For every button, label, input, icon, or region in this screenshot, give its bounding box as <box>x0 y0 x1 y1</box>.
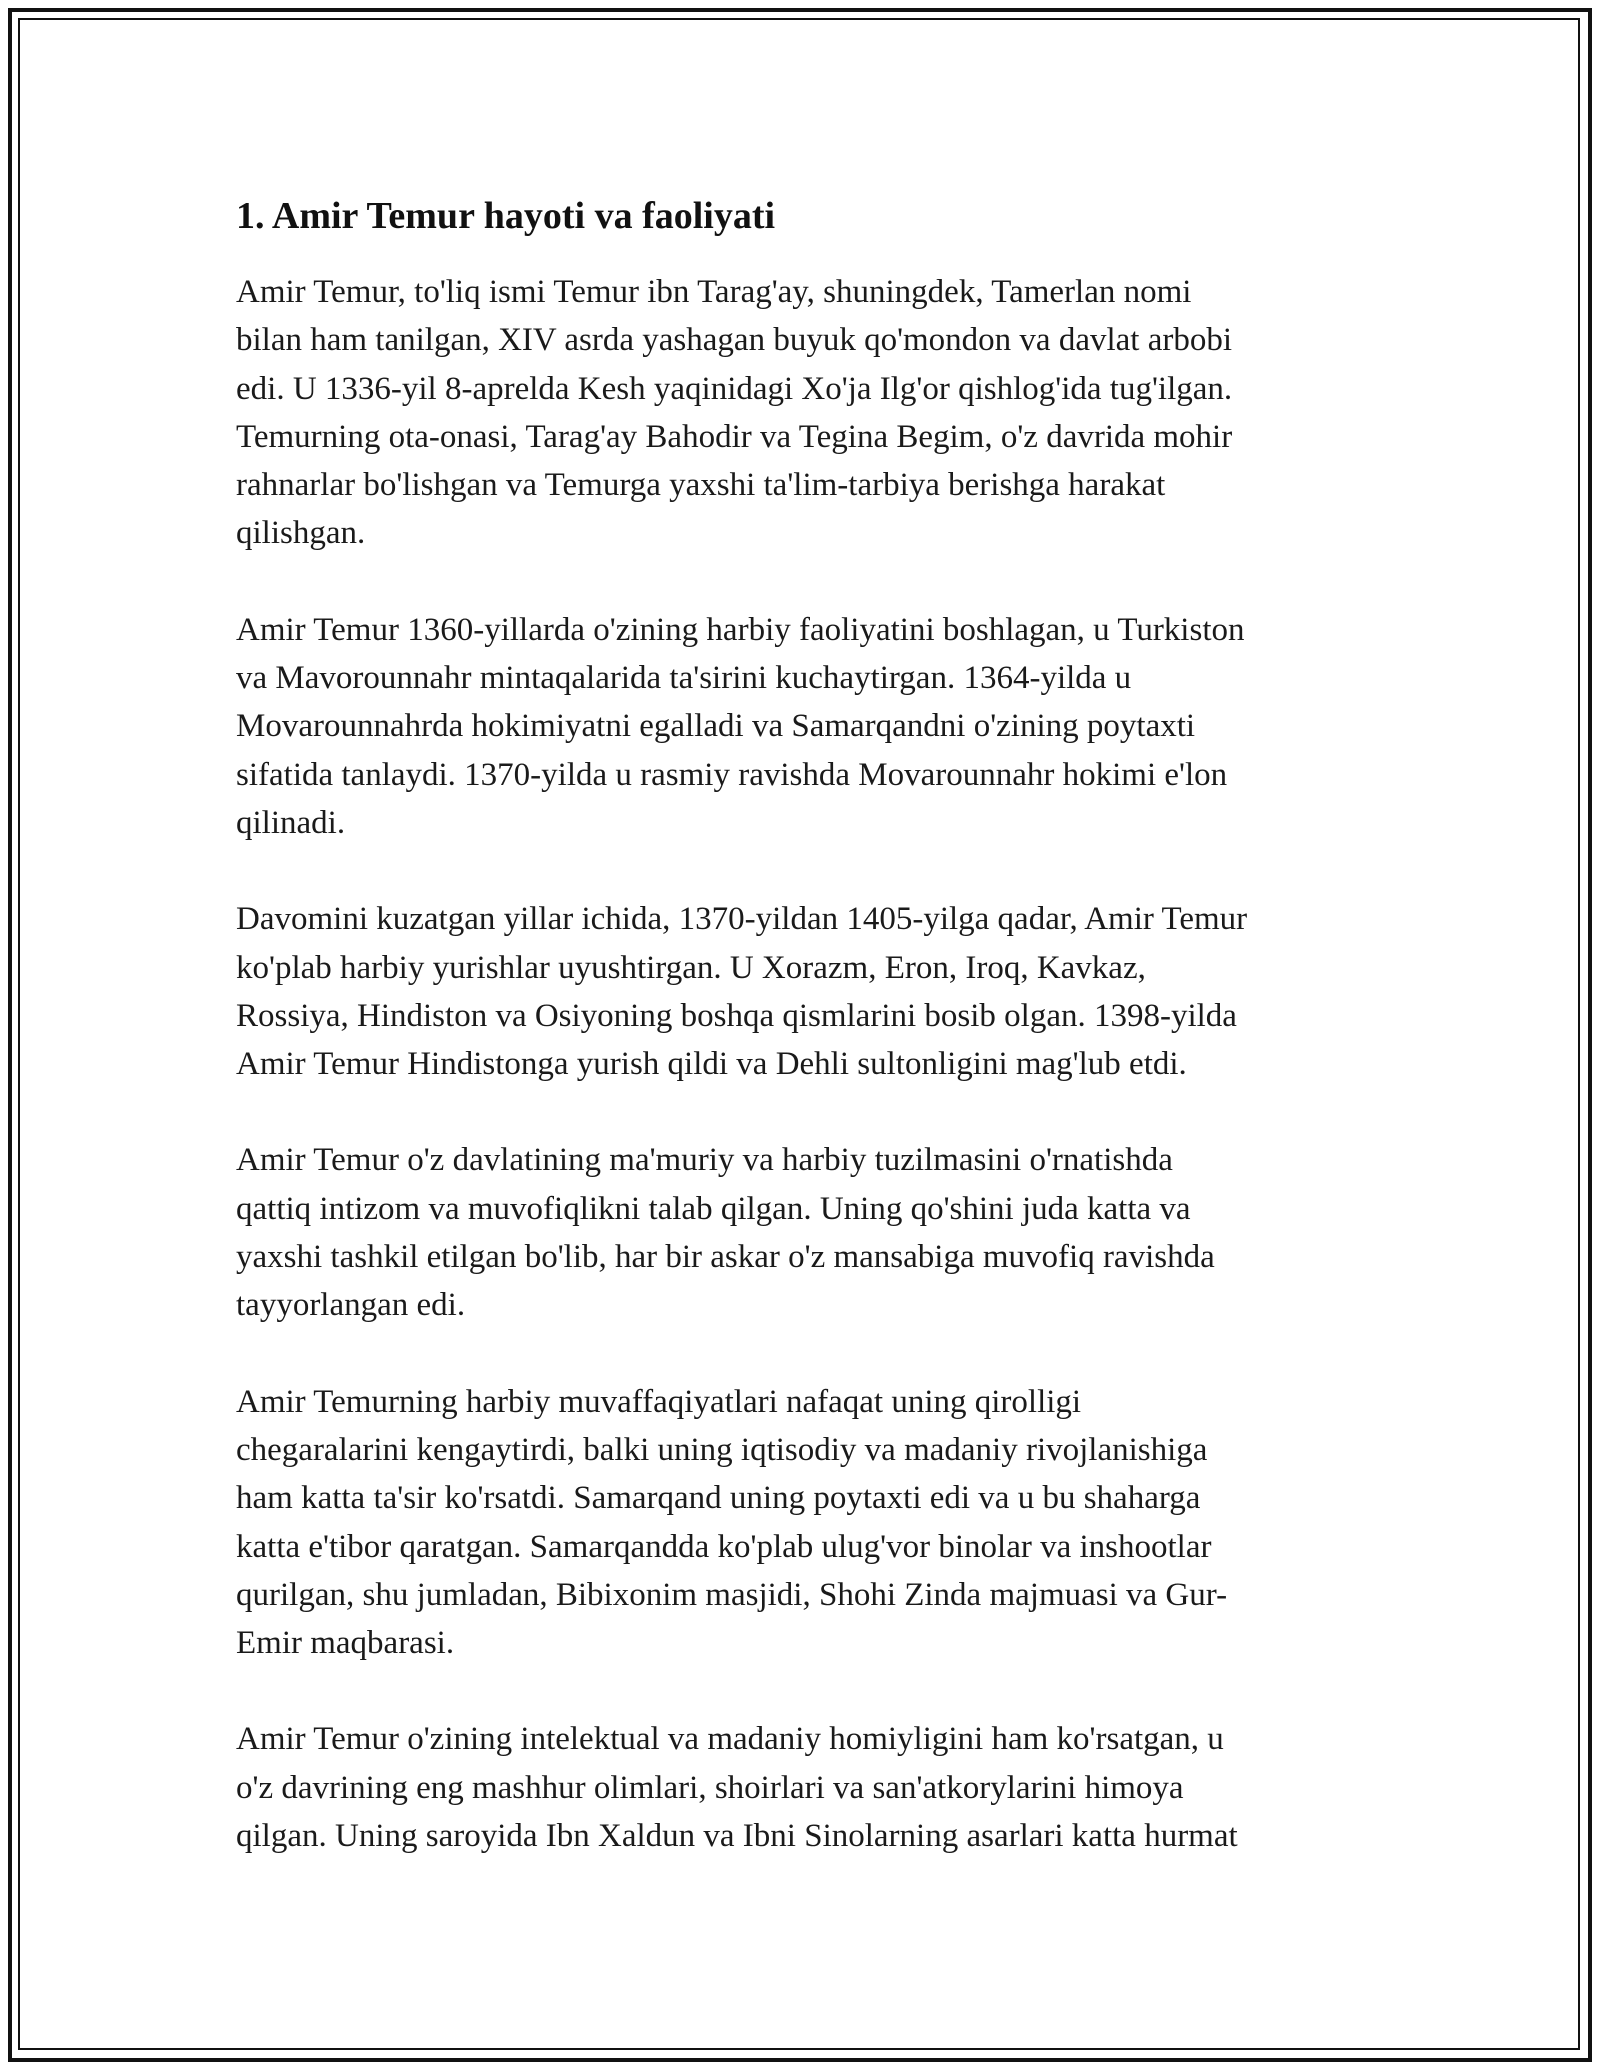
paragraph-1: Amir Temur, to'liq ismi Temur ibn Tarag'ay, shuningdek, Tamerlan nomi bilan ham tanilgan, XIV asrda yashagan buyuk qo'mondon va davlat arbobi edi. U 1336-yil 8-aprelda Kesh yaqinidagi Xo'ja Ilg'or qishlog'ida tug'ilgan. Temurning ota-onasi, Tarag'ay Bahodir va Tegina Begim, o'z davrida mohir rahnarlar bo'lishgan va Temurga yaxshi ta'lim-tarbiya berishga harakat qilishgan. <box>236 274 1233 552</box>
paragraph-5: Amir Temurning harbiy muvaffaqiyatlari nafaqat uning qirolligi chegaralarini kengaytirdi, balki uning iqtisodiy va madaniy rivojlanishiga ham katta ta'sir ko'rsatdi. Samarqand uning poytaxti edi va u bu shaharga katta e'tibor qaratgan. Samarqandda ko'plab ulug'vor binolar va inshootlar qurilgan, shu jumladan, Bibixonim masjidi, Shohi Zinda majmuasi va Gur- Emir maqbarasi. <box>236 1383 1228 1662</box>
paragraph-6: Amir Temur o'zining intelektual va madaniy homiyligini ham ko'rsatgan, u o'z davrining eng mashhur olimlari, shoirlari va san'atkorylarini himoya qilgan. Uning saroyida Ibn Xaldun va Ibni Sinolarning asarlari katta hurmat <box>236 1721 1238 1855</box>
paragraph-2: Amir Temur 1360-yillarda o'zining harbiy faoliyatini boshlagan, u Turkiston va Mavorounnahr mintaqalarida ta'sirini kuchaytirgan. 1364-yilda u Movarounnahrda hokimiyatni egalladi va Samarqandni o'zining poytaxti sifatida tanlaydi. 1370-yilda u rasmiy ravishda Movarounnahr hokimi e'lon qilinadi. <box>236 611 1245 841</box>
paragraph-3: Davomini kuzatgan yillar ichida, 1370-yildan 1405-yilga qadar, Amir Temur ko'plab harbiy yurishlar uyushtirgan. U Xorazm, Eron, Iroq, Kavkaz, Rossiya, Hindiston va Osiyoning boshqa qismlarini bosib olgan. 1398-yilda Amir Temur Hindistonga yurish qildi va Dehli sultonligini mag'lub etdi. <box>236 901 1248 1083</box>
paragraph-4: Amir Temur o'z davlatining ma'muriy va harbiy tuzilmasini o'rnatishda qattiq intizom va muvofiqlikni talab qilgan. Uning qo'shini juda katta va yaxshi tashkil etilgan bo'lib, har bir askar o'z mansabiga muvofiq ravishda tayyorlangan edi. <box>236 1142 1215 1324</box>
document-body <box>236 188 1386 1908</box>
page-title: 1. Amir Temur hayoti va faoliyati <box>236 195 776 237</box>
